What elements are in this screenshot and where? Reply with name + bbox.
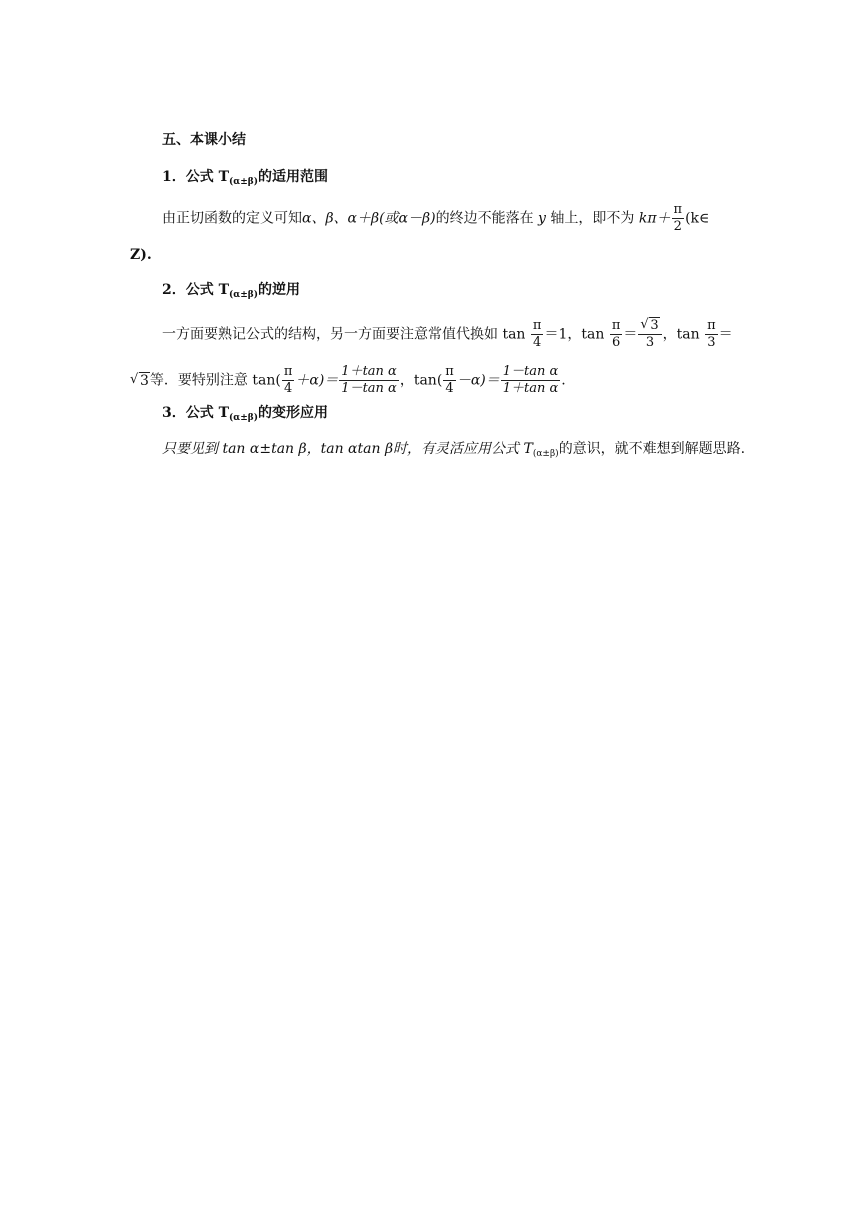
item2-text-a: 一方面要熟记公式的结构，另一方面要注意常值代换如 tan [162, 326, 526, 343]
sqrt-symbol [640, 318, 659, 334]
fraction-sqrt3-over-3 [638, 318, 661, 351]
item1-paragraph-line2: Z). [130, 247, 152, 263]
fraction-pi-over-4 [531, 318, 544, 351]
item2-text-j: . [561, 372, 566, 389]
item3-text-b: 的意识，就不难想到解题思路. [558, 441, 746, 457]
item2-text-f: 等．要特别注意 tan( [149, 372, 281, 389]
item3-heading [162, 404, 328, 427]
item1-text-c: 的终边不能落在 [435, 210, 534, 227]
item1-heading-subscript: (α±β) [229, 177, 259, 187]
fraction-denominator: 3 [638, 334, 661, 351]
fraction-pi-over-3 [705, 318, 718, 351]
item2-text-c: ＝ [623, 326, 638, 343]
item3-text-a: 只要见到 tan α±tan β，tan αtan β时，有灵活应用公式 T [162, 441, 533, 457]
item3-subscript: (α±β) [532, 449, 559, 459]
sqrt-symbol [130, 372, 150, 390]
fraction-numerator: 1＋tan α [341, 364, 397, 379]
fraction-numerator: π [611, 318, 621, 333]
fraction-pi-over-6 [610, 318, 623, 351]
fraction-denominator: 4 [531, 334, 544, 351]
item1-heading-prefix: 公式 T [185, 169, 230, 185]
item1-text-b: α、β、α＋β(或α－β) [302, 210, 436, 227]
item2-text-b: ＝1，tan [544, 326, 605, 343]
fraction-denominator: 1－tan α [341, 381, 397, 396]
fraction-tan-plus [339, 364, 399, 397]
fraction-denominator: 6 [610, 334, 623, 351]
item1-paragraph-line1 [162, 202, 709, 235]
item3-heading-subscript: (α±β) [229, 413, 259, 423]
item3-heading-suffix: 的变形应用 [258, 405, 329, 421]
item2-heading [162, 281, 300, 304]
item2-text-d: ，tan [662, 326, 700, 343]
radicand: 3 [140, 372, 149, 389]
fraction-numerator: π [445, 364, 454, 379]
fraction-pi-over-2 [672, 202, 685, 235]
fraction-numerator: π [673, 202, 683, 217]
fraction-numerator: π [707, 318, 716, 333]
section-title: 五、本课小结 [162, 132, 246, 148]
fraction-denominator: 2 [672, 218, 685, 235]
item1-text-a: 由正切函数的定义可知 [162, 210, 302, 227]
fraction-numerator: π [532, 318, 542, 333]
fraction-denominator: 4 [443, 380, 456, 397]
item2-text-g: ＋α)＝ [295, 372, 339, 389]
item2-paragraph-line2 [130, 364, 566, 397]
item1-heading-number: 1． [162, 169, 186, 185]
fraction-denominator: 3 [705, 334, 718, 351]
item1-k-pi: kπ＋ [638, 210, 671, 227]
item1-text-e: (k∈ [685, 210, 710, 227]
item2-heading-subscript: (α±β) [229, 290, 259, 300]
fraction-numerator: π [283, 364, 293, 379]
item2-text-i: －α)＝ [456, 372, 500, 389]
item2-heading-suffix: 的逆用 [258, 282, 301, 298]
fraction-numerator: 1－tan α [502, 364, 559, 379]
fraction-pi-over-4 [443, 364, 456, 397]
item1-text-d: 轴上，即不为 [550, 210, 635, 227]
item2-text-e: ＝ [718, 326, 733, 343]
item2-text-h: ，tan( [399, 372, 443, 389]
item3-heading-number: 3． [162, 405, 186, 421]
fraction-denominator: 4 [282, 380, 295, 397]
item3-paragraph [162, 440, 745, 463]
fraction-tan-minus [501, 364, 561, 397]
item3-heading-prefix: 公式 T [185, 405, 230, 421]
item2-heading-number: 2． [162, 282, 186, 298]
item1-var-y: y [538, 210, 546, 227]
item2-heading-prefix: 公式 T [185, 282, 230, 298]
radicand: 3 [650, 318, 659, 333]
fraction-pi-over-4 [282, 364, 295, 397]
item1-heading [162, 168, 328, 191]
fraction-numerator [638, 318, 661, 334]
item2-paragraph-line1 [162, 318, 733, 351]
item1-heading-suffix: 的适用范围 [258, 169, 329, 185]
fraction-denominator: 1＋tan α [502, 381, 559, 396]
